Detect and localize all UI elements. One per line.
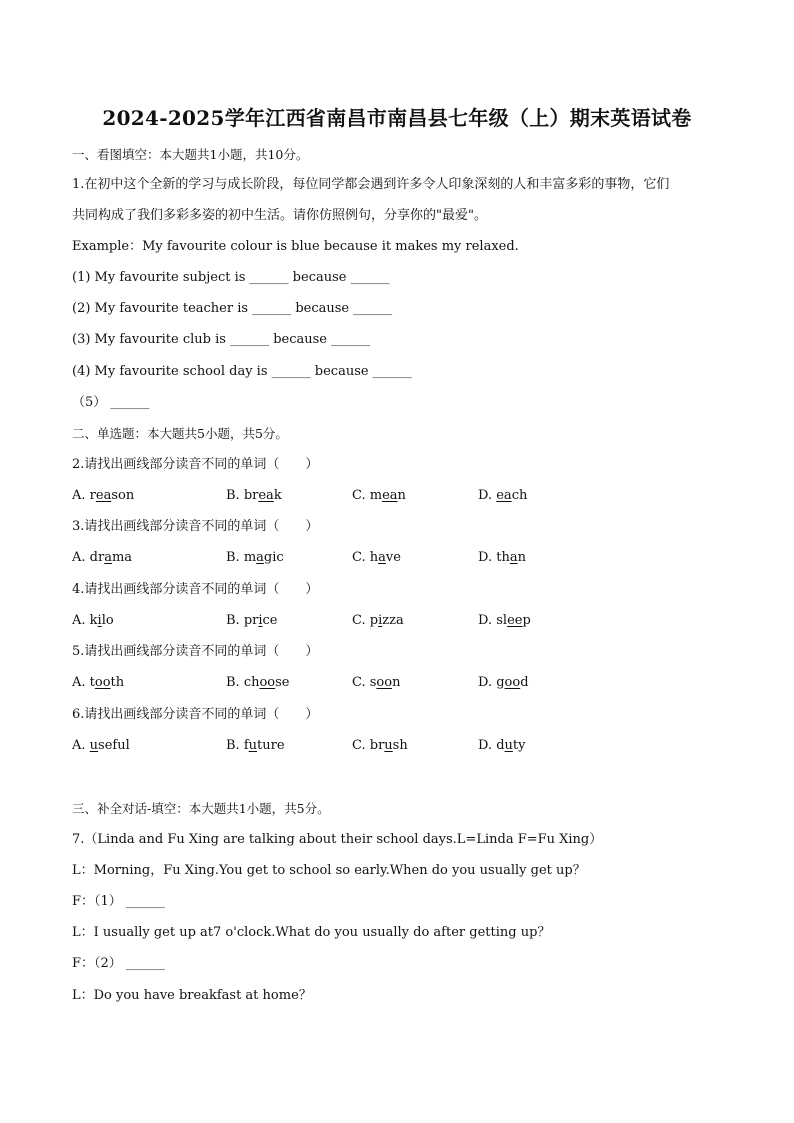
underlined-letters: oo <box>94 675 111 690</box>
answer-option <box>72 612 114 630</box>
option-label: C. br <box>352 738 385 753</box>
question-stem: 6.请找出画线部分读音不同的单词（ ） <box>72 707 319 722</box>
option-label: B. m <box>226 550 257 565</box>
word-rest: son <box>111 488 135 503</box>
word-rest: seful <box>98 738 130 753</box>
exam-title: 2024-2025学年江西省南昌市南昌县七年级（上）期末英语试卷 <box>102 106 692 130</box>
word-rest: n <box>392 675 401 690</box>
underlined-letters: a <box>256 550 264 565</box>
q1-item-4: (4) My favourite school day is ______ because ______ <box>72 364 412 379</box>
answer-option <box>226 549 284 567</box>
question-stem: 5.请找出画线部分读音不同的单词（ ） <box>72 644 319 659</box>
option-label: C. m <box>352 488 383 503</box>
word-rest: k <box>273 488 282 503</box>
q1-text-line-1: 1.在初中这个全新的学习与成长阶段，每位同学都会遇到许多令人印象深刻的人和丰富多彩的事物，它们 <box>72 177 670 192</box>
option-label: C. s <box>352 675 377 690</box>
word-rest: ch <box>511 488 528 503</box>
option-label: A. dr <box>72 550 105 565</box>
underlined-letters: a <box>104 550 112 565</box>
word-rest: gic <box>263 550 284 565</box>
option-label: B. pr <box>226 613 259 628</box>
option-label: B. ch <box>226 675 260 690</box>
option-label: B. br <box>226 488 259 503</box>
dialogue-line-4: F：（2） ______ <box>72 956 165 971</box>
word-rest: sh <box>392 738 408 753</box>
underlined-letters: i <box>97 613 102 628</box>
section-1-header: 一、看图填空：本大题共1小题，共10分。 <box>72 147 309 162</box>
underlined-letters: ea <box>382 488 398 503</box>
word-rest: p <box>522 613 531 628</box>
underlined-letters: a <box>378 550 386 565</box>
answer-option <box>226 737 285 755</box>
answer-option <box>478 549 526 567</box>
dialogue-line-1: L：Morning，Fu Xing.You get to school so early.When do you usually get up？ <box>72 863 586 878</box>
underlined-letters: ea <box>258 488 274 503</box>
word-rest: ty <box>512 738 526 753</box>
q7-intro: 7.（Linda and Fu Xing are talking about their school days.L=Linda F=Fu Xing） <box>72 832 603 847</box>
q1-example: Example：My favourite colour is blue because it makes my relaxed. <box>72 239 519 254</box>
word-rest: n <box>397 488 406 503</box>
answer-option <box>478 487 527 505</box>
question-stem: 4.请找出画线部分读音不同的单词（ ） <box>72 582 319 597</box>
underlined-letters: oo <box>504 675 521 690</box>
word-rest: ce <box>262 613 278 628</box>
option-label: C. h <box>352 550 379 565</box>
option-label: A. r <box>72 488 96 503</box>
question-stem: 2.请找出画线部分读音不同的单词（ ） <box>72 457 319 472</box>
option-label: B. f <box>226 738 249 753</box>
option-label: D. d <box>478 738 505 753</box>
option-label: A. t <box>72 675 95 690</box>
underlined-letters: u <box>504 738 513 753</box>
underlined-letters: oo <box>259 675 276 690</box>
underlined-letters: ee <box>507 613 523 628</box>
option-label: D. th <box>478 550 510 565</box>
answer-option <box>478 737 526 755</box>
answer-option <box>352 612 404 630</box>
answer-option <box>226 487 282 505</box>
answer-option <box>352 487 406 505</box>
word-rest: ma <box>111 550 133 565</box>
word-rest: lo <box>101 613 114 628</box>
question-stem: 3.请找出画线部分读音不同的单词（ ） <box>72 519 319 534</box>
answer-option <box>72 487 134 505</box>
word-rest: n <box>517 550 526 565</box>
underlined-letters: i <box>378 613 383 628</box>
option-label: D. <box>478 488 497 503</box>
answer-option <box>478 674 529 692</box>
q1-item-3: (3) My favourite club is ______ because ______ <box>72 332 371 347</box>
section-3-header: 三、补全对话-填空：本大题共1小题，共5分。 <box>72 801 330 816</box>
option-label: D. sl <box>478 613 508 628</box>
option-label: D. g <box>478 675 505 690</box>
answer-option <box>72 674 124 692</box>
answer-option <box>352 549 401 567</box>
word-rest: zza <box>382 613 404 628</box>
q1-text-line-2: 共同构成了我们多彩多姿的初中生活。请你仿照例句，分享你的"最爱"。 <box>72 208 487 223</box>
answer-option <box>226 612 278 630</box>
dialogue-line-2: F：（1） ______ <box>72 894 165 909</box>
word-rest: ture <box>257 738 285 753</box>
underlined-letters: ea <box>95 488 112 503</box>
dialogue-line-5: L：Do you have breakfast at home？ <box>72 988 312 1003</box>
q1-item-2: (2) My favourite teacher is ______ because ______ <box>72 301 393 316</box>
dialogue-line-3: L：I usually get up at7 o'clock.What do you usually do after getting up？ <box>72 925 551 940</box>
q1-item-1: (1) My favourite subject is ______ because ______ <box>72 270 390 285</box>
answer-option <box>352 674 400 692</box>
underlined-letters: i <box>258 613 263 628</box>
underlined-letters: u <box>384 738 393 753</box>
word-rest: se <box>275 675 290 690</box>
option-label: C. p <box>352 613 379 628</box>
answer-option <box>352 737 408 755</box>
underlined-letters: u <box>248 738 258 753</box>
answer-option <box>226 674 290 692</box>
word-rest: ve <box>385 550 401 565</box>
underlined-letters: u <box>89 738 99 753</box>
answer-option <box>72 737 130 755</box>
option-label: A. k <box>72 613 98 628</box>
underlined-letters: a <box>509 550 518 565</box>
word-rest: d <box>520 675 529 690</box>
q1-item-5: （5） ______ <box>72 395 150 410</box>
option-label: A. <box>72 738 90 753</box>
word-rest: th <box>110 675 125 690</box>
section-2-header: 二、单选题：本大题共5小题，共5分。 <box>72 426 288 441</box>
underlined-letters: oo <box>376 675 393 690</box>
underlined-letters: ea <box>496 488 512 503</box>
answer-option <box>478 612 531 630</box>
answer-option <box>72 549 132 567</box>
